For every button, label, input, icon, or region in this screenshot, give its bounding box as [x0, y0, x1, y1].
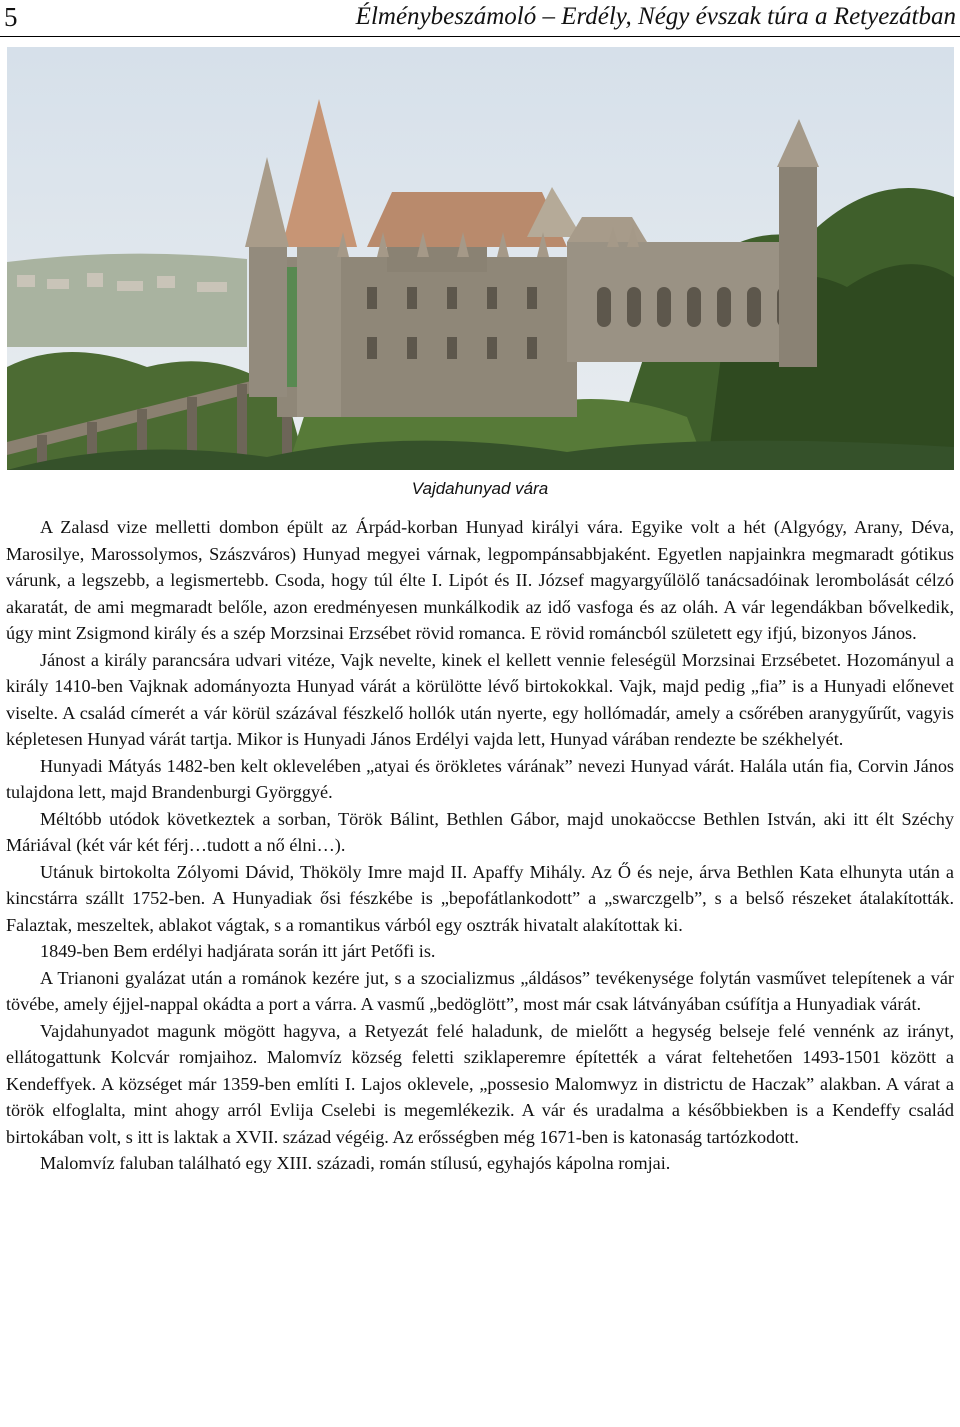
castle-illustration: [7, 47, 954, 470]
paragraph: 1849-ben Bem erdélyi hadjárata során itt járt Petőfi is.: [40, 941, 436, 961]
page-number: 5: [4, 2, 18, 32]
paragraph: Hunyadi Mátyás 1482-ben kelt oklevelében „atyai és örökletes várának” nevezi Hunyad várát. Halála után fia, Corvin János tulajdona lett, majd Brandenburgi Györggyé.: [6, 755, 954, 802]
paragraph: Malomvíz faluban található egy XIII. századi, román stílusú, egyhajós kápolna romjai.: [40, 1153, 671, 1173]
paragraph: Jánost a király parancsára udvari vitéze, Vajk nevelte, kinek el kellett vennie feleségül Morzsinai Erzsébetet. Hozományul a király 1410-ben Vajknak adományozta Hunyad várát a körülötte lévő birtokokkal. Vajk, majd pedig „fia” is a Hunyadi előnevet viselte. A család címerét a vár körül százával fészkelő hollók után nyerte, egy hollómadár, amely a csőrében aranygyűrűt, vagyis képletesen Hunyad várát tartja. Mikor is Hunyadi János Erdélyi vajda lett, Hunyad várában rendezte be székhelyét.: [6, 649, 954, 749]
paragraph: A Trianoni gyalázat után a románok kezére jut, s a szocializmus „áldásos” tevékenysége folytán vasművet telepítenek a vár tövébe, amely éjjel-nappal okádta a port a várra. A vasmű „bedöglött”, most már csak látványában csúfítja a Hunyadiak várát.: [6, 967, 954, 1014]
article-body: [6, 514, 954, 1177]
paragraph: Utánuk birtokolta Zólyomi Dávid, Thököly Imre majd II. Apaffy Mihály. Az Ő és neje, árva Bethlen Kata elhunyta után a kincstárra szállt 1752-ben. A Hunyadiak ősi fészkébe is „bepofátlankodott” a „swarczgelb”, s a belső részeket átalakították. Falaztak, meszeltek, ablakot vágtak, s a romantikus várból egy osztrák hivatalt alakítottak ki.: [6, 861, 954, 935]
paragraph: Méltóbb utódok következtek a sorban, Török Bálint, Bethlen Gábor, majd unokaöccse Bethlen István, aki itt élt Széchy Máriával (két vár két férj…tudott a nő élni…).: [6, 808, 954, 855]
running-title: Élménybeszámoló – Erdély, Négy évszak túra a Retyezátban: [355, 3, 956, 30]
paragraph: A Zalasd vize melletti dombon épült az Árpád-korban Hunyad királyi vára. Egyike volt a hét (Algyógy, Arany, Déva, Marosilye, Marossolymos, Szászváros) Hunyad megyei várnak, legpompánsabbjaként. Egyetlen napjainkra megmaradt gótikus várunk, a legszebb, a legismertebb. Csoda, hogy túl élte I. Lipót és II. József magyargyűlölő tanácsadóinak lerombolását célzó akaratát, de ami megmaradt belőle, azon eredményesen munkálkodik az idő vasfoga és az oláh. A vár legendákban bővelkedik, úgy mint Zsigmond király és a szép Morzsinai Erzsébet rövid romanca. E rövid románcból született egy ifjú, bizonyos János.: [6, 517, 954, 643]
photo-caption: Vajdahunyad vára: [411, 479, 549, 498]
paragraph: Vajdahunyadot magunk mögött hagyva, a Retyezát felé haladunk, de mielőtt a hegység belseje felé vennénk az irányt, ellátogattunk Kolcvár romjaihoz. Malomvíz község feletti sziklaperemre építették a várat feltehetően 1493-1501 között a Kendeffyek. A községet már 1359-ben említi I. Lajos oklevele, „possesio Malomwyz in districtu de Haczak” alakban. A várat a török elfoglalta, mint ahogy arról Evlija Cselebi is megemlékezik. A vár és uradalma a későbbiekben is a Kendeffy család birtokában volt, s itt is laktak a XVII. század végéig. Az erősségben még 1671-ben is katonaság tartózkodott.: [6, 1020, 954, 1147]
distant-hills: [7, 254, 247, 347]
page-header: [0, 0, 960, 36]
header-rule: [0, 36, 960, 37]
castle-photo: [7, 47, 954, 470]
